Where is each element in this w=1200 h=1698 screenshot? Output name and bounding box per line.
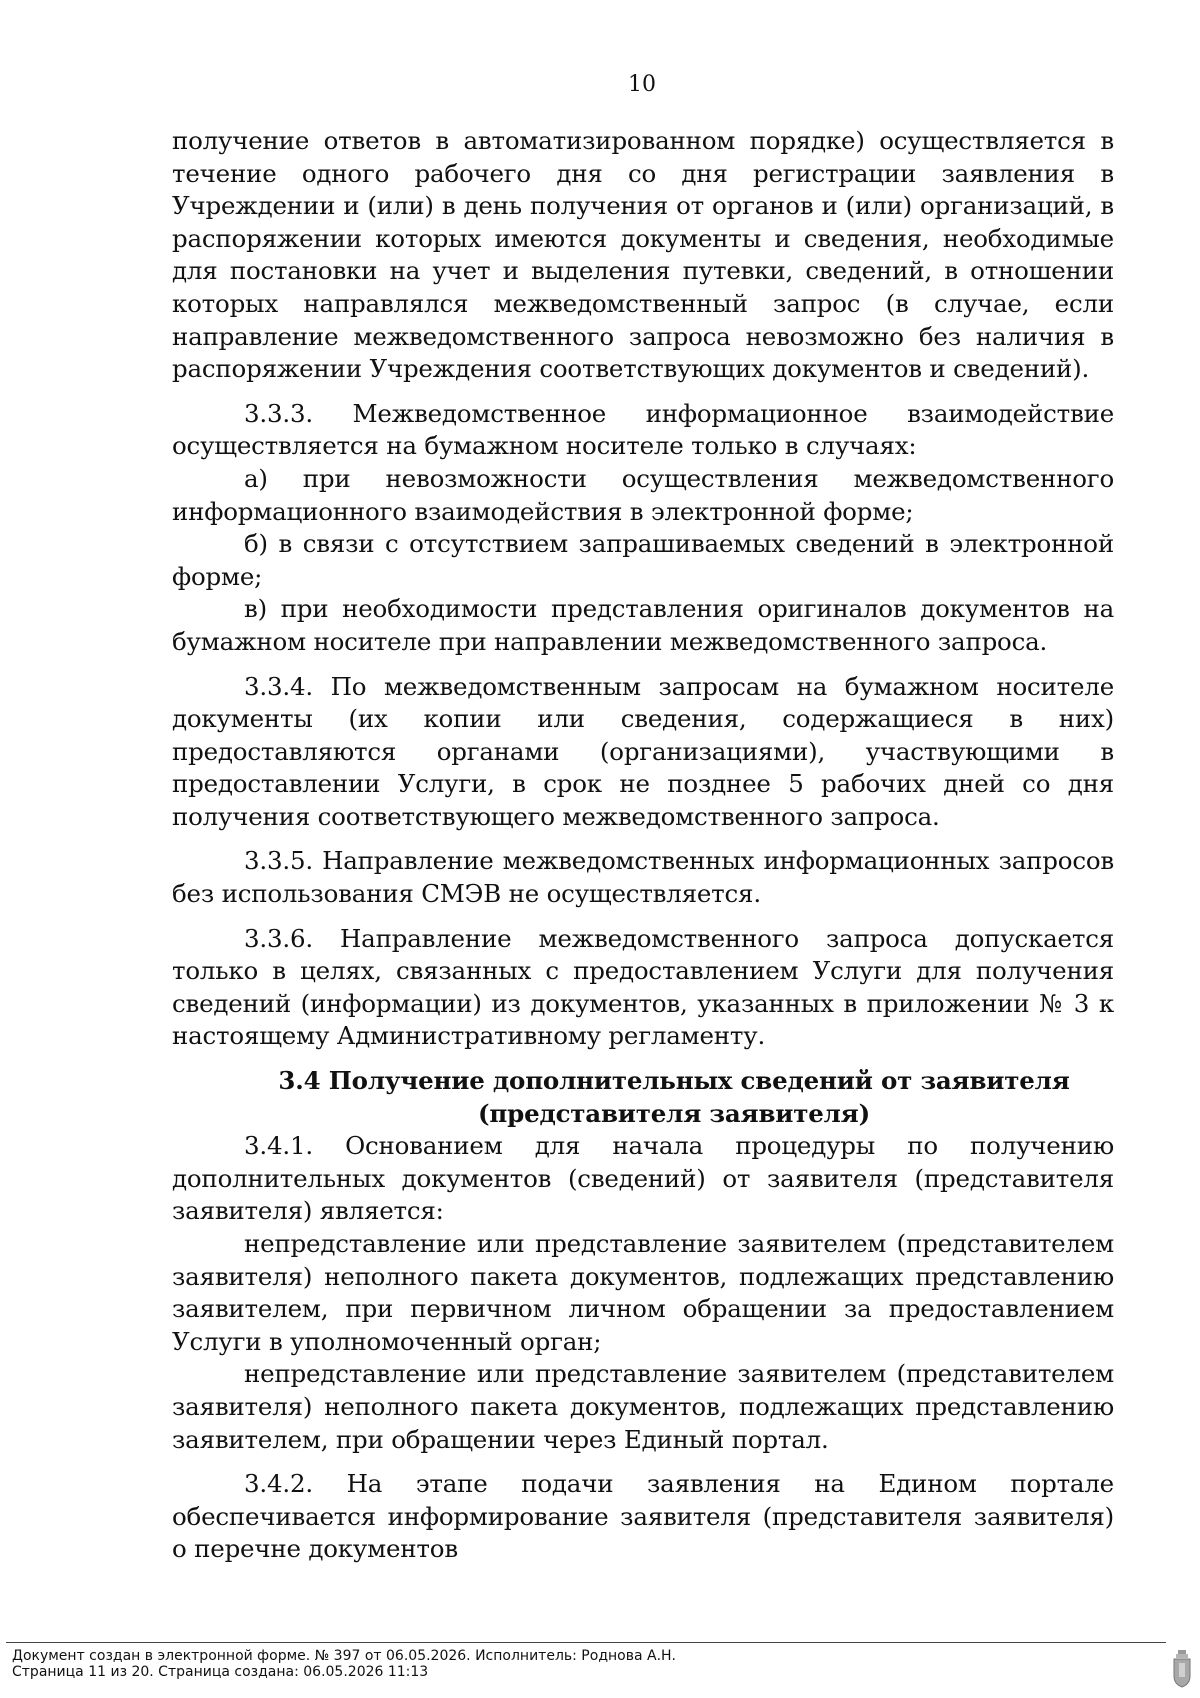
paragraph-3-3-4: 3.3.4. По межведомственным запросам на бумажном носителе документы (их копии или сведения, содержащиеся в них) предоставляются органами (организациями), участвующими в предоставлении Услуги, в срок не позднее 5 рабочих дней со дня получения соответствующего межведомственного запроса. (172, 671, 1114, 831)
paragraph-3-4-1-item-1: непредставление или представление заявителем (представителем заявителя) неполного пакета документов, подлежащих представлению заявителем, при первичном личном обращении за предоставлением Услуги в уполномоченный орган; (172, 1229, 1114, 1356)
paragraph-3-3-5: 3.3.5. Направление межведомственных информационных запросов без использования СМЭВ не осуществляется. (172, 846, 1114, 909)
paragraph-3-3-3: 3.3.3. Межведомственное информационное взаимодействие осуществляется на бумажном носителе только в случаях: (172, 398, 1114, 461)
paragraph-continuation: получение ответов в автоматизированном порядке) осуществляется в течение одного рабочего дня со дня регистрации заявления в Учреждении и (или) в день получения от органов и (или) организаций, в распоряжении которых имеются документы и сведения, необходимые для постановки на учет и выделения путевки, сведений, в отношении которых направлялся межведомственный запрос (в случае, если направление межведомственного запроса невозможно без наличия в распоряжении Учреждения соответствующих документов и сведений). (172, 126, 1114, 384)
paragraph-3-4-1: 3.4.1. Основанием для начала процедуры по получению дополнительных документов (сведений) от заявителя (представителя заявителя) является: (172, 1131, 1114, 1226)
page-number: 10 (628, 72, 656, 97)
paragraph-3-4-2: 3.4.2. На этапе подачи заявления на Едином портале обеспечивается информирование заявителя (представителя заявителя) о перечне документов (172, 1469, 1114, 1564)
list-item-b: б) в связи с отсутствием запрашиваемых сведений в электронной форме; (172, 529, 1114, 591)
paragraph-3-4-1-item-2: непредставление или представление заявителем (представителем заявителя) неполного пакета документов, подлежащих представлению заявителем, при обращении через Единый портал. (172, 1359, 1114, 1454)
footer-line-1: Документ создан в электронной форме. № 397 от 06.05.2026. Исполнитель: Роднова А.Н. (12, 1648, 677, 1664)
list-item-a: а) при невозможности осуществления межведомственного информационного взаимодействия в электронной форме; (172, 463, 1114, 526)
paragraph-3-3-6: 3.3.6. Направление межведомственного запроса допускается только в целях, связанных с предоставлением Услуги для получения сведений (информации) из документов, указанных в приложении № 3 к настоящему Административному регламенту. (172, 923, 1114, 1051)
document-body (172, 125, 1114, 1566)
coat-of-arms-icon (1172, 1650, 1192, 1688)
footer-divider (6, 1642, 1166, 1643)
list-item-v: в) при необходимости представления оригиналов документов на бумажном носителе при направлении межведомственного запроса. (172, 594, 1114, 656)
footer-line-2: Страница 11 из 20. Страница создана: 06.05.2026 11:13 (12, 1664, 429, 1680)
section-heading-3-4: 3.4 Получение дополнительных сведений от заявителя (представителя заявителя) (278, 1066, 1070, 1128)
footer (12, 1648, 676, 1680)
